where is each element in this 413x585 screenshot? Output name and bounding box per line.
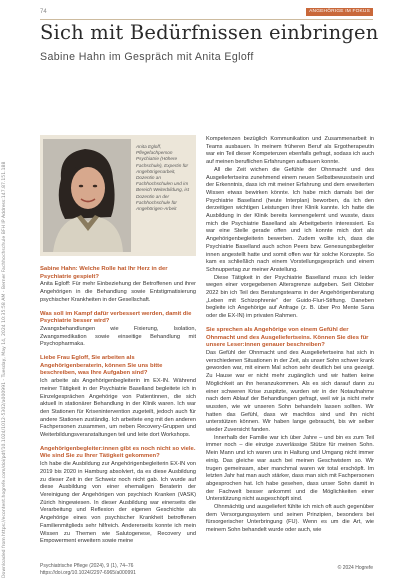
interview-question: Was soll im Kampf dafür verbessert werden, damit die Psychiatrie besser wird? (40, 310, 192, 325)
download-watermark: Downloaded from https://econtent.hogrefe.com/doi/pdf/10.1024/1012-5302/a000991 - Tuesday, May 14, 2024 10:35:58 AM - Berner Fachhochschule BFH IP Address:147.87.151.188 (2, 161, 7, 578)
interview-answer: Anita Egloff: Für mehr Einbeziehung der Betroffenen und ihrer Angehörigen in die Behandlung sowie Entstigmatisierung psychischer Krankheiten in der Gesellschaft. (40, 281, 196, 303)
section-label: ANGEHÖRIGE IM FOKUS (306, 8, 373, 16)
article-subtitle: Sabine Hahn im Gespräch mit Anita Egloff (40, 51, 254, 63)
portrait-figure (40, 135, 196, 256)
interview-answer: Ich arbeite als Angehörigenbegleiterin im EX-IN. Während meiner Tätigkeit in der Psychiatrie Baselland begleitete ich in Einzelgesprächen Angehörige von Patientinnen, die sich aktuell in stationärer Behandlung in der Klinik waren. Ich war den Stationen für Krisenintervention zugeteilt, jedoch auch für andere Stationen zuständig. Ich arbeitete eng mit den anderen Fachpersonen zusammen, um neben Recovery-Gruppen und Weiterbildungsveranstaltungen teil und leite dort Workshops. (40, 378, 196, 439)
interview-question: Angehörigenbegleiter:innen gibt es noch nicht so viele. Wie sind Sie zu Ihrer Tätigkeit gekommen? (40, 445, 196, 460)
left-column (40, 266, 196, 546)
interview-answer: Ich habe die Ausbildung zur Angehörigenbegleiterin EX-IN von 2019 bis 2020 in Hamburg absolviert, da es diese Ausbildung zu dieser Zeit in der Schweiz noch nicht gab. Ich wurde auf diese Ausbildung von einer ehemaligen Beraterin der Vereinigung der Angehörigen von psychisch Kranken (VASK) Zürich hingewiesen. In dieser Ausbildung war einerseits die Verarbeitung und Reflexion der eigenen Geschichte als Angehörige eines von psychischer Krankheit betroffenen Familienmitglieds sehr hilfreich. Andererseits konnte ich mein Wissen zu Themen wie Salutogenese, Recovery und Empowerment erweitern sowie meine (40, 461, 196, 545)
interview-answer: All die Zeit wichen die Gefühle der Ohnmacht und des Ausgeliefertseins zunehmend einem neuen Selbstbewusstsein und der Erkenntnis, dass ich mit meiner Erfahrung und dem erweiterten Wissen etwas bewirken könnte. Ich habe mich damals bei der Psychiatrie Baselland (heute Interplan) beworben, da ich den derzeitigen wichtigen Leistungen ihrer Klinik kannte. Ich hatte die Ausbildung in der Klinik bereits kennengelernt und wusste, dass mich die Psychiatrie Baselland als Arbeitgeberin interessiert. Es war eine Stelle gerade offen und ich konnte mich dort als Angehörigenbegleiterin bewerben. Zudem wollte ich, dass die Psychiatrie Baselland auch schon Peers bzw. Genesungsbegleiter innen angestellt hatte und somit offen war für solche Konzepte. So kam es schließlich nach einem Vorstellungsgespräch und einem Schnuppertag zur meiner Anstellung. (206, 166, 374, 273)
citation (40, 563, 136, 576)
page-number: 74 (40, 9, 47, 15)
portrait-photo (43, 139, 131, 252)
interview-answer: Das Gefühl der Ohnmacht und des Ausgeliefertseins hat sich in verschiedenen Situationen in der Zeit, als unser Sohn schwer krank geworden war, mit einem Mal schon sehr deutlich bei uns gezeigt. Zu Hause war er nicht mehr zugänglich und wir hatten keine Möglichkeit an ihn heranzukommen. Als es sich darauf dann zu einer schweren Krise zuspitzte, wurden wir in der Notaufnahme nach dem Ablauf der Behandlungen gefragt, weil wir ja nicht mehr wussten, wie wir unseren Sohn behandeln lassen sollten. Wir hatten das Gefühl, dass wir machtlos sind und ihn nicht unterstützen können. Wir haben lange gebraucht, bis wir selber wieder Zuversicht fanden. (206, 349, 374, 434)
article-title: Sich mit Bedürfnissen einbringen (40, 21, 379, 44)
copyright: © 2024 Hogrefe (337, 565, 373, 571)
interview-question: Sabine Hahn: Welche Rolle hat Ihr Herz in der Psychiatrie gespielt? (40, 266, 168, 280)
photo-caption: Anita Egloff, Pflegefachperson Psychiatrie (Höhere Fachschule), Expertin für Angehörigenarbeit, Dozentin an Fachhochschulen und im Bereich Weiterbildung, ist Dozentin an der Fachhochschule für Angehörigen-Arbeit (136, 144, 190, 212)
right-column (206, 136, 374, 535)
interview-answer: Innerhalb der Familie war ich über Jahre – und bin es zum Teil immer noch – die einzige zuverlässige Stütze für meinen Sohn. Mein Mann und ich waren uns in Haltung und Umgang nicht immer einig. Das gleiche war auch bei meinen Geschwistern so. Wir trugen gemeinsam, aber manchmal waren wir total erschöpft. Im letzten Jahr hat man auch stärker, dass man sich mit Fachpersonen abgesprochen hat. Ich habe gesehen, dass unser Sohn damit in der Fachwelt besser ankommt und die Möglichkeiten einer Unterstützung nicht ausgeschöpft sind. (206, 434, 374, 503)
interview-answer: Ohnmächtig und ausgeliefert fühlte ich mich oft auch gegenüber dem Versorgungssystem und seinen Prinzipien, besonders bei fürsorgerischer Unterbringung (FU). Wenn es um die Art, wie meinem Sohn behandelt wurde oder auch, wie (206, 504, 374, 534)
interview-answer: Kompetenzen bezüglich Kommunikation und Zusammenarbeit in Teams ausbauen. In meinem früheren Beruf als Ergotherapeutin war ein Teil dieser Kompetenzen ebenfalls gefragt, sodass ich auch auf meinen beruflichen Erfahrungen aufbauen konnte. (206, 136, 374, 166)
citation-doi[interactable]: https://doi.org/10.1024/2297-6965/a000991 (40, 569, 136, 576)
citation-journal: Psychiatrische Pflege (2024), 9 (1), 74–76 (40, 563, 134, 569)
header-divider (40, 19, 373, 20)
interview-question: Sie sprechen als Angehörige von einem Gefühl der Ohnmacht und des Ausgeliefertseins. Können Sie dies für unsere Leser:innen genauer beschreiben? (206, 326, 369, 349)
running-header (40, 8, 373, 18)
interview-answer: Zwangsbehandlungen wie Fixierung, Isolation, Zwangsmedikation sowie einseitige Behandlung mit Psychopharmaka. (40, 325, 196, 348)
interview-answer: Diese Tätigkeit in der Psychiatrie Baselland muss ich leider wegen einer vorgegebenen Altersgrenze aufgeben. Seit Oktober 2022 bin ich Teil des Beratungsteams in der Angehörigenberatung „Leben mit Schizophrenie" der Guido-Fluri-Stiftung. Daneben begleite ich Angehörige auf Anfrage (z. B. über Pro Mente Sana oder die EX-IN) im privaten Rahmen. (206, 274, 374, 320)
interview-question: Liebe Frau Egloff, Sie arbeiten als Angehörigenberaterin, können Sie uns bitte beschreiben, was Ihre Aufgaben sind? (40, 355, 163, 377)
